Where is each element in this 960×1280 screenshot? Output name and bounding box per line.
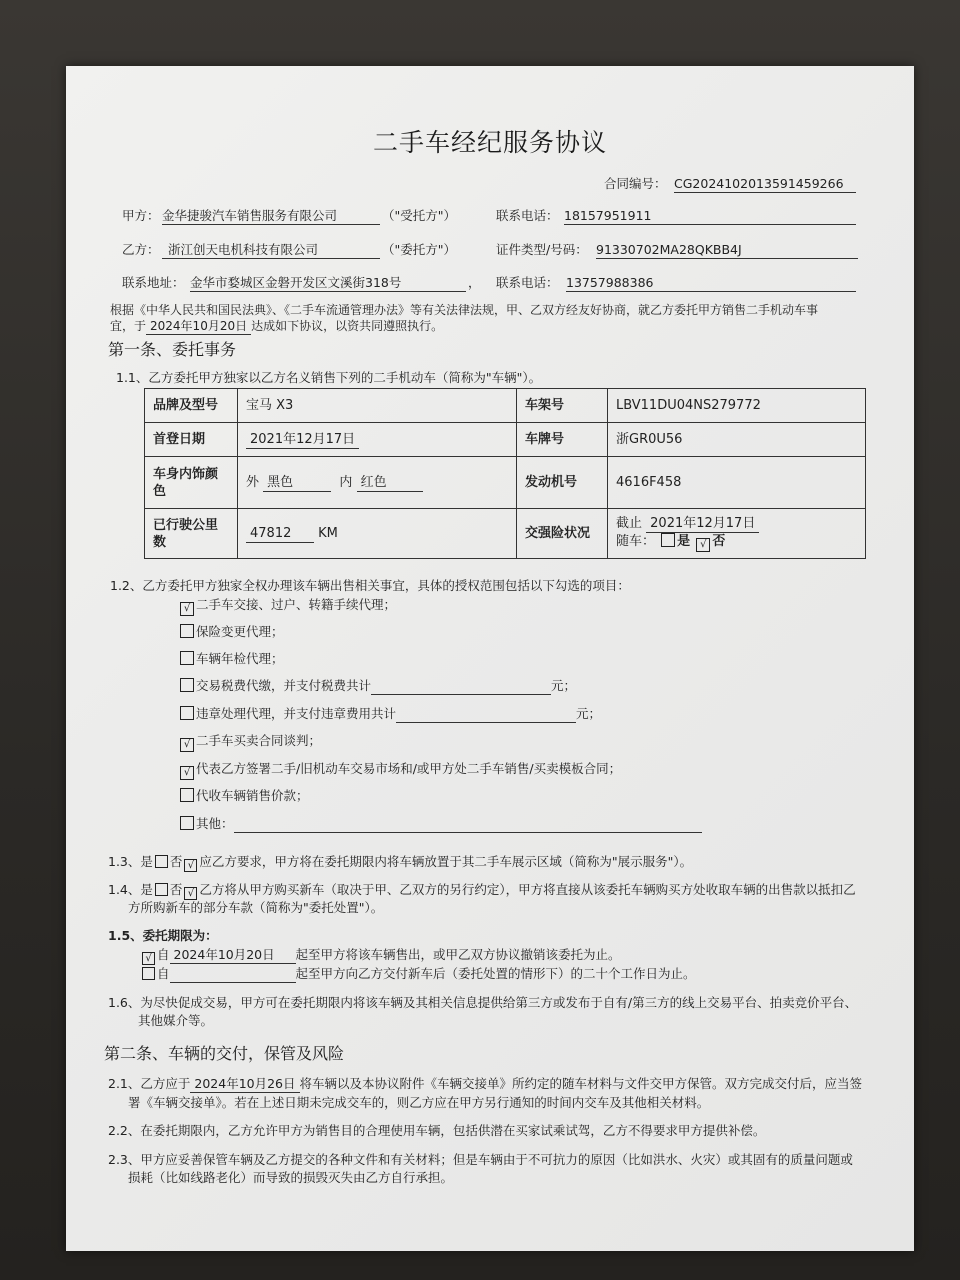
ins-yes-checkbox[interactable] — [661, 533, 675, 547]
item-2-1-pre: 2.1、乙方应于 — [108, 1076, 191, 1091]
item-1-4-num: 1.4、 — [108, 882, 141, 897]
vehicle-info-table — [144, 388, 866, 559]
option-9 — [178, 816, 702, 833]
ins-follow-label: 随车： — [616, 534, 656, 549]
option-6 — [178, 733, 321, 752]
option-8-label: 代收车辆销售价款； — [196, 788, 309, 803]
other-field[interactable] — [234, 816, 702, 833]
item-1-5: 1.5、委托期限为： — [108, 928, 218, 943]
ins-until-label: 截止 — [616, 516, 643, 531]
ext-color: 黑色 — [263, 474, 331, 492]
plate-label: 车牌号 — [517, 423, 608, 457]
party-b-name-field — [162, 242, 380, 259]
contract-no-label: 合同编号： — [604, 176, 667, 191]
reg-date-value: 2021年12月17日 — [246, 431, 359, 449]
address-field — [190, 275, 466, 292]
mileage-value: 47812 — [246, 525, 314, 543]
vin-label: 车架号 — [517, 389, 608, 423]
option-4 — [178, 678, 576, 695]
option-3 — [178, 651, 284, 667]
option-5-label: 违章处理代理，并支付违章费用共计 — [196, 706, 397, 721]
item-2-2: 2.2、在委托期限内，乙方允许甲方为销售目的合理使用车辆，包括供潜在买家试乘试驾，乙方不得要求甲方提供补偿。 — [108, 1123, 766, 1138]
plate-value: 浙GR0U56 — [608, 423, 866, 457]
item-2-1 — [108, 1076, 862, 1093]
reg-date-label: 首登日期 — [145, 423, 238, 457]
preamble-line2 — [110, 318, 443, 335]
party-b-label: 乙方： — [122, 242, 160, 257]
party-b-name: 浙江创天电机科技有限公司 — [168, 242, 319, 257]
item-2-3-line2: 损耗（比如线路老化）而导致的损毁灭失由乙方自行承担。 — [128, 1170, 454, 1185]
option-8 — [178, 788, 309, 804]
item-1-3-yes-checkbox[interactable] — [155, 855, 168, 868]
brand-value: 宝马 X3 — [238, 389, 517, 423]
item-1-4-no-label: 否 — [169, 882, 183, 897]
contract-page — [66, 66, 914, 1251]
insurance-follow-row — [616, 533, 857, 552]
option-2 — [178, 624, 284, 640]
option-7-checkbox[interactable]: √ — [180, 766, 194, 780]
address-value: 金华市婺城区金磐开发区文溪街318号 — [190, 275, 402, 290]
party-b-id-label: 证件类型/号码： — [496, 242, 588, 257]
mileage-label: 已行驶公里数 — [145, 509, 238, 559]
item-1-3-num: 1.3、 — [108, 854, 141, 869]
item-1-4-yes-checkbox[interactable] — [155, 883, 168, 896]
preamble-post: 达成如下协议，以资共同遵照执行。 — [251, 319, 444, 333]
preamble-date: 2024年10月20日 — [146, 318, 251, 335]
ins-no-label: 否 — [712, 534, 726, 549]
address-label: 联系地址： — [122, 275, 185, 290]
option-4-checkbox[interactable] — [180, 678, 194, 692]
int-color: 红色 — [357, 474, 423, 492]
engine-value: 4616F458 — [608, 457, 866, 509]
option-5-checkbox[interactable] — [180, 706, 194, 720]
item-1-3-text: 应乙方要求，甲方将在委托期限内将车辆放置于其二手车展示区域（简称为"展示服务"）。 — [199, 854, 693, 869]
article2-heading: 第二条、车辆的交付，保管及风险 — [104, 1044, 345, 1063]
option-7-label: 代表乙方签署二手/旧机动车交易市场和/或甲方处二手车销售/买卖模板合同； — [196, 761, 622, 776]
term-2-date-field[interactable] — [170, 966, 296, 983]
item-1-6-line2: 其他媒介等。 — [138, 1013, 214, 1028]
contact-phone: 13757988386 — [566, 275, 654, 290]
ins-until-date: 2021年12月17日 — [646, 515, 759, 533]
table-row — [145, 423, 866, 457]
party-a-name-field — [162, 208, 380, 225]
preamble-line1: 根据《中华人民共和国民法典》、《二手车流通管理办法》等有关法律法规，甲、乙双方经友好协商，就乙方委托甲方销售二手机动车事 — [110, 303, 819, 317]
party-a-phone-field — [564, 208, 856, 225]
insurance-cell — [608, 509, 866, 559]
party-a-role: （"受托方"） — [382, 208, 456, 223]
party-a-label: 甲方： — [122, 208, 160, 223]
party-b-role: （"委托方"） — [382, 242, 456, 257]
engine-label: 发动机号 — [517, 457, 608, 509]
item-1-3-no-checkbox[interactable]: √ — [184, 859, 197, 872]
option-2-checkbox[interactable] — [180, 624, 194, 638]
option-1-label: 二手车交接、过户、转籍手续代理； — [196, 597, 397, 612]
option-4-suffix: 元； — [551, 678, 577, 693]
ext-label: 外 — [246, 474, 260, 490]
item-2-1-date: 2024年10月26日 — [190, 1076, 299, 1093]
option-4-label: 交易税费代缴，并支付税费共计 — [196, 678, 372, 693]
tax-amount-field[interactable] — [371, 678, 551, 695]
option-9-label: 其他： — [196, 816, 234, 831]
option-5-suffix: 元； — [576, 706, 602, 721]
party-a-name: 金华捷骏汽车销售服务有限公司 — [162, 208, 338, 223]
term-1-pre: 自 — [157, 947, 170, 962]
item-2-1-line2: 署《车辆交接单》。若在上述日期未完成交车的，则乙方应在甲方另行通知的时间内交车及其他相关材料。 — [128, 1095, 710, 1110]
option-6-checkbox[interactable]: √ — [180, 738, 194, 752]
option-7 — [178, 761, 621, 780]
party-b-id-field — [596, 242, 858, 259]
party-a-phone-label: 联系电话： — [496, 208, 559, 223]
term-2-pre: 自 — [157, 966, 170, 981]
option-6-label: 二手车买卖合同谈判； — [196, 733, 322, 748]
contact-phone-field — [566, 275, 856, 292]
term-1-date: 2024年10月20日 — [170, 947, 296, 964]
table-row — [145, 457, 866, 509]
option-1-checkbox[interactable]: √ — [180, 602, 194, 616]
item-1-3-yes-label: 是 — [140, 854, 153, 869]
item-1-3-no-label: 否 — [169, 854, 183, 869]
insurance-label: 交强险状况 — [517, 509, 608, 559]
item-1-3 — [108, 854, 692, 872]
vin-value: LBV11DU04NS279772 — [608, 389, 866, 423]
mileage-cell — [238, 509, 517, 559]
party-b-id: 91330702MA28QKBB4J — [596, 242, 742, 257]
color-cell — [238, 457, 517, 509]
option-9-checkbox[interactable] — [180, 816, 194, 830]
option-5 — [178, 706, 601, 723]
contact-phone-label: 联系电话： — [496, 275, 559, 290]
party-a-phone: 18157951911 — [564, 208, 652, 223]
address-comma: ， — [468, 275, 481, 290]
item-1-4-no-checkbox[interactable]: √ — [184, 887, 197, 900]
option-2-label: 保险变更代理； — [196, 624, 284, 639]
contract-no-value — [674, 176, 856, 193]
item-1-4-yes-label: 是 — [140, 882, 153, 897]
item-2-3-line1: 2.3、甲方应妥善保管车辆及乙方提交的各种文件和有关材料；但是车辆由于不可抗力的原因（比如洪水、火灾）或其固有的质量问题或 — [108, 1152, 853, 1167]
option-8-checkbox[interactable] — [180, 788, 194, 802]
option-1 — [178, 597, 396, 616]
table-row — [145, 389, 866, 423]
violation-amount-field[interactable] — [396, 706, 576, 723]
item-1-2: 1.2、乙方委托甲方独家全权办理该车辆出售相关事宜，具体的授权范围包括以下勾选的项目： — [110, 578, 630, 593]
term-2-checkbox[interactable] — [142, 967, 155, 980]
item-1-4-line2: 方所购新车的部分车款（简称为"委托处置"）。 — [128, 900, 384, 915]
mileage-unit: KM — [318, 525, 338, 541]
term-option-1 — [140, 947, 621, 965]
insurance-until-row — [616, 515, 857, 533]
reg-date-cell — [238, 423, 517, 457]
item-1-6-line1: 1.6、为尽快促成交易，甲方可在委托期限内将该车辆及其相关信息提供给第三方或发布于自有/第三方的线上交易平台、拍卖竞价平台、 — [108, 995, 858, 1010]
item-1-4-line1: 乙方将从甲方购买新车（取决于甲、乙双方的另行约定），甲方将直接从该委托车辆购买方处收取车辆的出售款以抵扣乙 — [199, 882, 856, 897]
item-1-1: 1.1、乙方委托甲方独家以乙方名义销售下列的二手机动车（简称为"车辆"）。 — [116, 370, 542, 385]
term-option-2 — [140, 966, 696, 983]
option-3-label: 车辆年检代理； — [196, 651, 284, 666]
preamble-pre: 宜，于 — [110, 319, 147, 333]
term-2-post: 起至甲方向乙方交付新车后（委托处置的情形下）的二十个工作日为止。 — [295, 966, 696, 981]
article1-heading: 第一条、委托事务 — [108, 340, 237, 359]
item-1-4 — [108, 882, 856, 900]
contract-no-text: CG20241020135914592​66 — [674, 176, 844, 191]
table-row — [145, 509, 866, 559]
color-label: 车身内饰颜色 — [145, 457, 238, 509]
brand-label: 品牌及型号 — [145, 389, 238, 423]
document-title: 二手车经纪服务协议 — [372, 128, 607, 157]
option-3-checkbox[interactable] — [180, 651, 194, 665]
ins-yes-label: 是 — [677, 534, 691, 549]
int-label: 内 — [339, 474, 353, 490]
term-1-post: 起至甲方将该车辆售出，或甲乙双方协议撤销该委托为止。 — [295, 947, 621, 962]
term-1-checkbox[interactable]: √ — [142, 952, 155, 965]
ins-no-checkbox[interactable]: √ — [696, 538, 710, 552]
item-2-1-post: 将车辆以及本协议附件《车辆交接单》所约定的随车材料与文件交甲方保管。双方完成交付后，应当签 — [299, 1076, 863, 1091]
